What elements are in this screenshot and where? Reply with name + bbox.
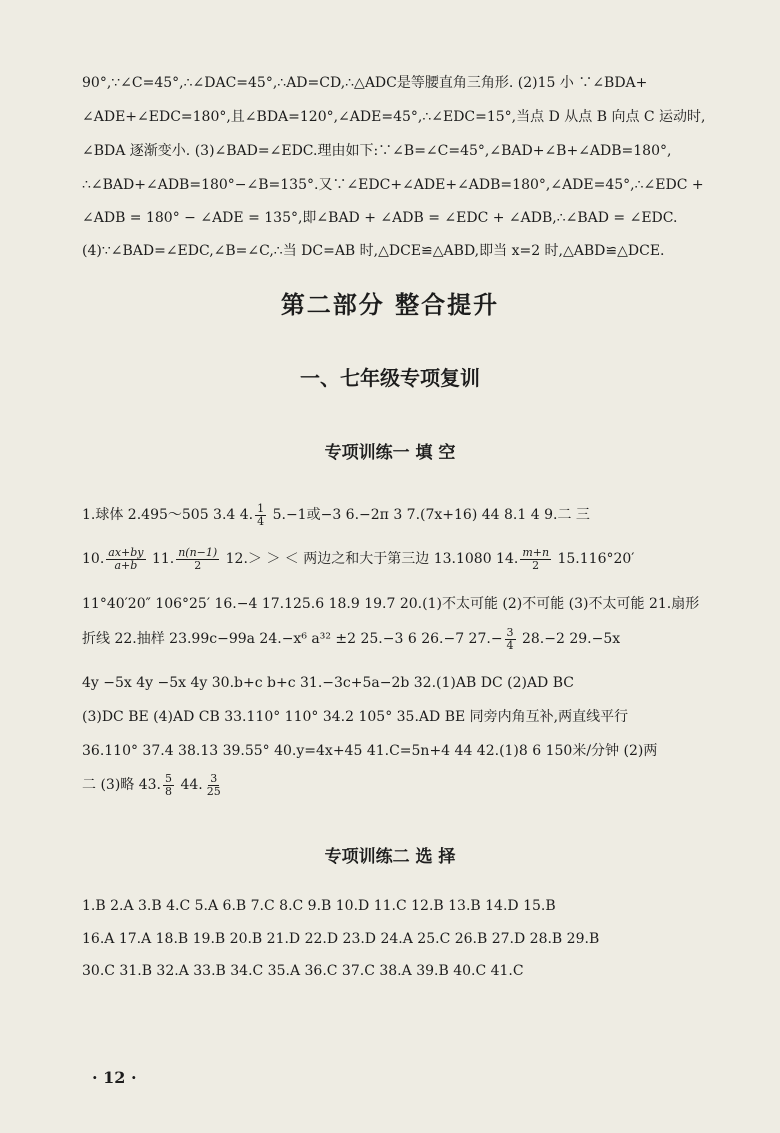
answer-line: ∠ADB = 180° − ∠ADE = 135°,即∠BAD + ∠ADB = ∠EDC + ∠ADB,∴∠BAD = ∠EDC. [82, 210, 678, 226]
fill-line-1: 1.球体 2.495～505 3.4 4. $\frac{1}{4}$ 5.−1或−3 6.−2π 3 7.(7x+16) 44 8.1 4 9.二 三 [82, 501, 590, 528]
fraction: $\frac{n(n-1)}{2}$ [178, 545, 218, 572]
part-title: 第二部分 整合提升 [280, 291, 500, 319]
fraction: $\frac{m+n}{2}$ [522, 545, 550, 572]
choice-line: 30.C 31.B 32.A 33.B 34.C 35.A 36.C 37.C 38.A 39.B 40.C 41.C [82, 963, 524, 979]
section-title: 一、七年级专项复训 [300, 366, 480, 390]
answer-line: ∠ADE+∠EDC=180°,且∠BDA=120°,∠ADE=45°,∴∠EDC=15°,当点 D 从点 B 向点 C 运动时, [82, 109, 706, 125]
training1-title: 专项训练一 填 空 [324, 443, 456, 463]
fill-line-4: 折线 22.抽样 23.99c−99a 24.−x⁶ a³² ±2 25.−3 6 26.−7 27.− $\frac{3}{4}$ 28.−2 29.−5x [82, 625, 621, 652]
fraction: $\frac{3}{4}$ [506, 625, 514, 652]
fraction: $\frac{ax+by}{a+b}$ [108, 545, 144, 572]
fill-line-5: 4y −5x 4y −5x 4y 30.b+c b+c 31.−3c+5a−2b 32.(1)AB DC (2)AD BC [82, 675, 574, 691]
fill-line-6: (3)DC BE (4)AD CB 33.110° 110° 34.2 105° 35.AD BE 同旁内角互补,两直线平行 [82, 709, 629, 725]
answer-line: ∴∠BAD+∠ADB=180°−∠B=135°.又∵∠EDC+∠ADE+∠ADB=180°,∠ADE=45°,∴∠EDC + [82, 177, 704, 193]
training2-title: 专项训练二 选 择 [324, 847, 456, 867]
page-number: · 12 · [92, 1068, 137, 1087]
fraction: $\frac{5}{8}$ [165, 771, 172, 798]
fill-line-2: 10. $\frac{ax+by}{a+b}$ 11. $\frac{n(n-1)}{2}$ 12.＞ ＞ ＜ 两边之和大于第三边 13.1080 14. $\frac{m+n}{2}$ 15.116°20′ [82, 545, 635, 572]
choice-line: 16.A 17.A 18.B 19.B 20.B 21.D 22.D 23.D 24.A 25.C 26.B 27.D 28.B 29.B [82, 931, 600, 947]
fill-line-8: 二 (3)略 43. $\frac{5}{8}$ 44. $\frac{3}{25}$ [82, 771, 221, 798]
fraction: $\frac{1}{4}$ [257, 501, 265, 528]
fraction: $\frac{3}{25}$ [206, 771, 221, 798]
choice-line: 1.B 2.A 3.B 4.C 5.A 6.B 7.C 8.C 9.B 10.D 11.C 12.B 13.B 14.D 15.B [82, 898, 556, 914]
answer-line: (4)∵∠BAD=∠EDC,∠B=∠C,∴当 DC=AB 时,△DCE≌△ABD,即当 x=2 时,△ABD≌△DCE. [82, 243, 665, 259]
fill-line-7: 36.110° 37.4 38.13 39.55° 40.y=4x+45 41.C=5n+4 44 42.(1)8 6 150米/分钟 (2)两 [82, 743, 658, 759]
answer-line: ∠BDA 逐渐变小. (3)∠BAD=∠EDC.理由如下:∵∠B=∠C=45°,∠BAD+∠B+∠ADB=180°, [82, 143, 672, 159]
answer-line: 90°,∵∠C=45°,∴∠DAC=45°,∴AD=CD,∴△ADC是等腰直角三角形. (2)15 小 ∵∠BDA+ [82, 75, 648, 91]
fill-line-3: 11°40′20″ 106°25′ 16.−4 17.125.6 18.9 19.7 20.(1)不太可能 (2)不可能 (3)不太可能 21.扇形 [82, 596, 700, 612]
